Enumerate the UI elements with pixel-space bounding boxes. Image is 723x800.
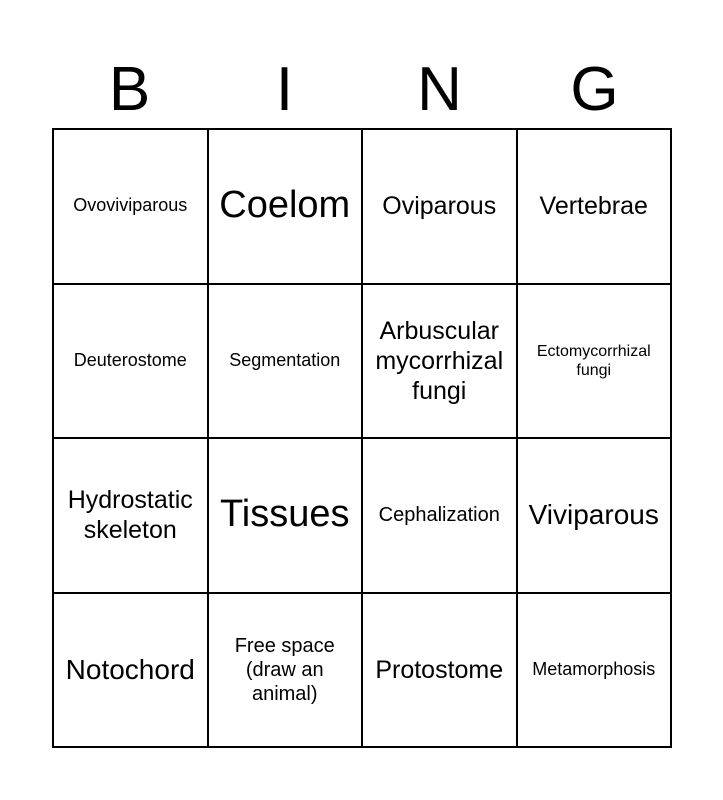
bingo-cell: Coelom — [209, 130, 364, 285]
bingo-cell: Arbuscular mycorrhizal fungi — [363, 285, 518, 440]
bingo-cell: Notochord — [54, 594, 209, 749]
bingo-cell: Tissues — [209, 439, 364, 594]
bingo-cell: Viviparous — [518, 439, 673, 594]
bingo-header — [52, 52, 672, 128]
bingo-cell: Metamorphosis — [518, 594, 673, 749]
bingo-cell: Deuterostome — [54, 285, 209, 440]
header-letter-n: N — [417, 55, 462, 124]
bingo-cell: Ectomycorrhizal fungi — [518, 285, 673, 440]
header-letter-b: B — [108, 55, 151, 124]
bingo-cell: Oviparous — [363, 130, 518, 285]
bingo-cell: Protostome — [363, 594, 518, 749]
bingo-cell: Hydrostatic skeleton — [54, 439, 209, 594]
bingo-cell: Segmentation — [209, 285, 364, 440]
bingo-cell: Cephalization — [363, 439, 518, 594]
bingo-grid — [52, 128, 672, 748]
bingo-cell: Vertebrae — [518, 130, 673, 285]
free-space-cell: Free space (draw an animal) — [209, 594, 364, 749]
header-letter-g: G — [570, 55, 619, 124]
header-letter-i: I — [275, 55, 294, 124]
bingo-cell: Ovoviviparous — [54, 130, 209, 285]
